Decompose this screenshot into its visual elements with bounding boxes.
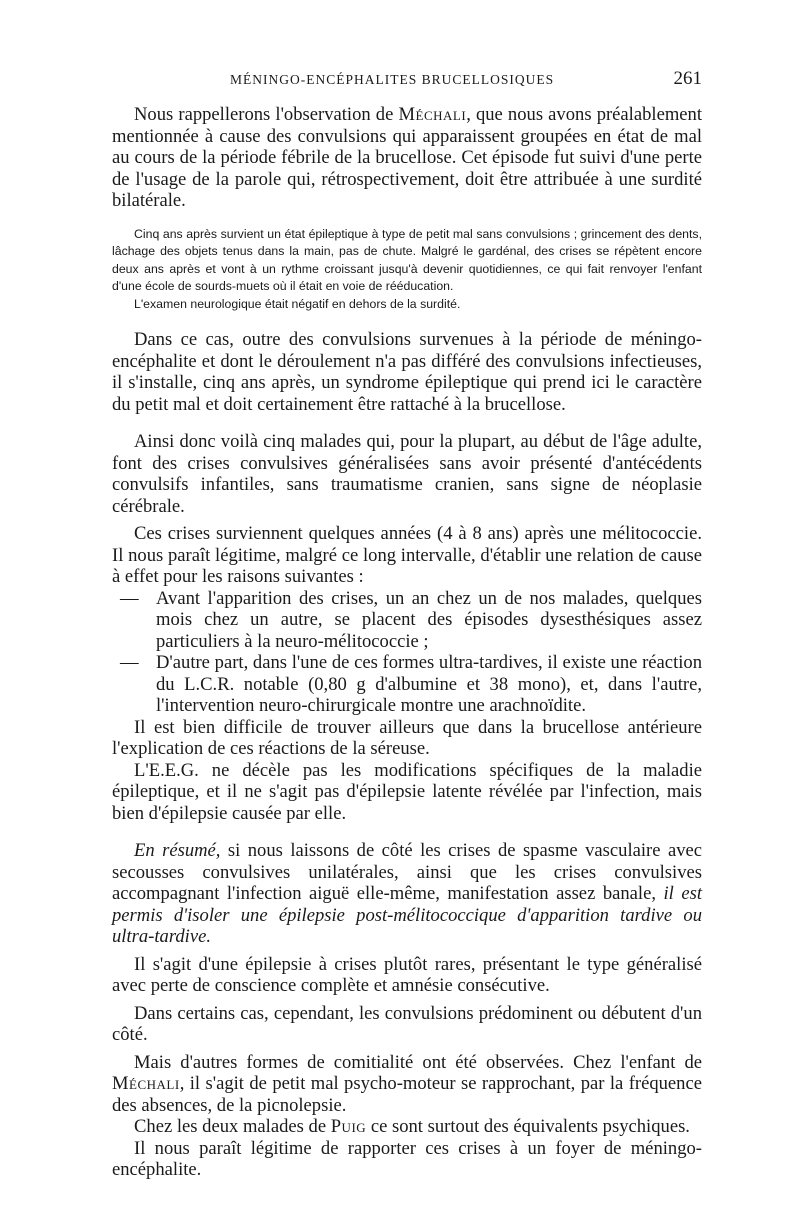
text-span: Nous rappellerons l'observation de [134, 104, 399, 125]
paragraph [112, 1116, 702, 1138]
case-report [112, 226, 702, 314]
case-paragraph: L'examen neurologique était négatif en dehors de la surdité. [134, 296, 461, 311]
author-name: Méchali [398, 104, 467, 125]
page-header [112, 68, 702, 90]
case-paragraph: Cinq ans après survient un état épileptique à type de petit mal sans convulsions ; grincement des dents, lâchage des objets tenus dans la main, pas de chute. Malgré le gardénal, des crises se répètent encore deux ans après et vont à un rythme croissant jusqu'à devenir quotidiennes, ce qui fait renvoyer l'enfant d'une école de sourds-muets où il était en voie de rééducation. [112, 226, 702, 293]
page-number: 261 [673, 68, 702, 89]
paragraph [112, 1052, 702, 1117]
author-name: Méchali [112, 1073, 180, 1094]
text-span: , que nous avons préalablement mentionnée à cause des convulsions qui apparaissent groupées en état de mal au cours de la période fébrile de la brucellose. Cet épisode fut suivi d'une perte de l'usage de la parole qui, rétrospectivement, doit être attribuée à une surdité bilatérale. [112, 104, 702, 211]
dash-mark: — [120, 587, 139, 609]
dash-list-item [112, 652, 702, 717]
paragraph: Il nous paraît légitime de rapporter ces crises à un foyer de méningo-encéphalite. [112, 1137, 702, 1180]
paragraph: L'E.E.G. ne décèle pas les modifications spécifiques de la maladie épileptique, et il ne s'agit pas d'épilepsie latente révélée par l'infection, mais bien d'épilepsie causée par elle. [112, 759, 702, 824]
dash-item-text: D'autre part, dans l'une de ces formes ultra-tardives, il existe une réaction du L.C.R. notable (0,80 g d'albumine et 38 mono), et, dans l'autre, l'intervention neuro-chirurgicale montre une arachnoïdite. [156, 652, 702, 716]
paragraph: Ces crises surviennent quelques années (4 à 8 ans) après une mélitococcie. Il nous paraît légitime, malgré ce long intervalle, d'établir une relation de cause à effet pour les raisons suivantes : [112, 523, 702, 587]
paragraph: Dans ce cas, outre des convulsions survenues à la période de méningo-encéphalite et dont le déroulement n'a pas différé des convulsions infectieuses, il s'installe, cinq ans après, un syndrome épileptique qui prend ici le caractère du petit mal et doit certainement être rattaché à la brucellose. [112, 329, 702, 415]
text-span: , il s'agit de petit mal psycho-moteur se rapprochant, par la fréquence des absences, de la picnolepsie. [112, 1073, 702, 1116]
paragraph: Ainsi donc voilà cinq malades qui, pour la plupart, au début de l'âge adulte, font des crises convulsives généralisées sans avoir présenté d'antécédents convulsifs infantiles, sans traumatisme cranien, sans signe de néoplasie cérébrale. [112, 431, 702, 517]
dash-list-item [112, 588, 702, 653]
paragraph-summary [112, 840, 702, 948]
dash-item-text: Avant l'apparition des crises, un an chez un de nos malades, quelques mois chez un autre, se placent des épisodes dysesthésiques assez particuliers à la neuro-mélitococcie ; [156, 587, 702, 652]
body-text [112, 104, 702, 1181]
text-span: Mais d'autres formes de comitialité ont été observées. Chez l'enfant de [134, 1051, 702, 1073]
paragraph: Il est bien difficile de trouver ailleurs que dans la brucellose antérieure l'explication de ces réactions de la séreuse. [112, 716, 702, 759]
text-span: si nous laissons de côté les crises de spasme vasculaire avec secousses convulsives unilatérales, ainsi que les crises convulsives accompagnant l'infection aiguë elle-même, manifestation assez banale, [112, 840, 702, 904]
text-span: ce sont surtout des équivalents psychiques. [366, 1116, 690, 1137]
paragraph: Il s'agit d'une épilepsie à crises plutôt rares, présentant le type généralisé avec perte de conscience complète et amnésie consécutive. [112, 953, 702, 996]
paragraph: Dans certains cas, cependant, les convulsions prédominent ou débutent d'un côté. [112, 1002, 702, 1045]
author-name: Puig [330, 1116, 367, 1137]
summary-emphasis: il est permis d'isoler une épilepsie post-mélitococcique d'apparition tardive ou ultra-tardive. [112, 883, 702, 947]
dash-mark: — [120, 652, 139, 673]
summary-lead: En résumé, [134, 840, 221, 861]
text-span: Chez les deux malades de [134, 1116, 331, 1137]
paragraph-mechali-observation [112, 104, 702, 212]
running-title: MÉNINGO-ENCÉPHALITES BRUCELLOSIQUES [230, 72, 555, 87]
